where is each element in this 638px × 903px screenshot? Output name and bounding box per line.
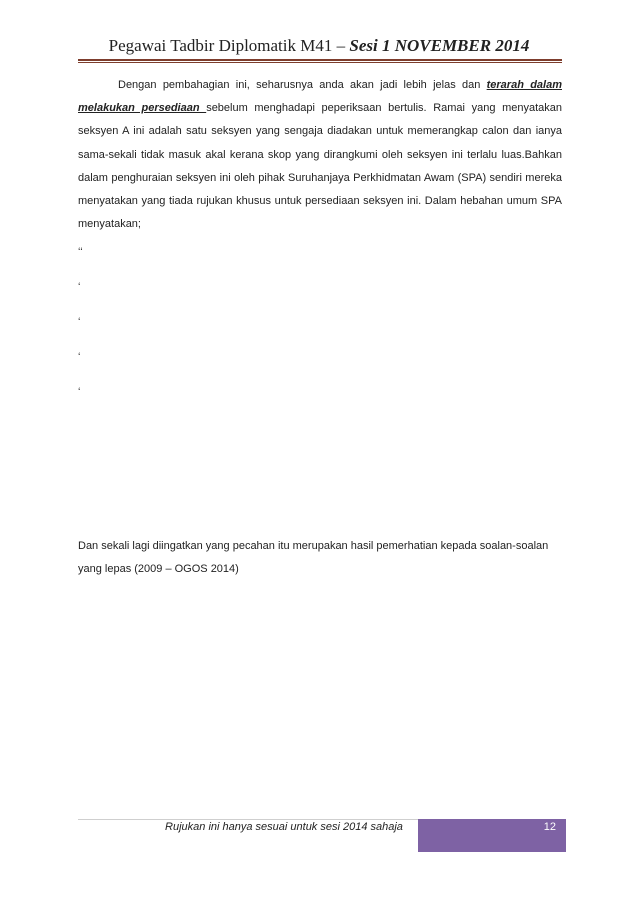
quote-mark: ‘ [78,351,81,363]
paragraph-rest: sebelum menghadapi peperiksaan bertulis. Ramai yang menyatakan seksyen A ini adalah satu seksyen yang sengaja diadakan untuk memerangkap calon dan ianya sama-sekali tidak masuk akal kerana skop yang dirangkumi oleh seksyen ini terlalu luas.Bahkan dalam penghuraian seksyen ini oleh pihak Suruhanjaya Perkhidmatan Awam (SPA) sendiri mereka menyatakan yang tiada rujukan khusus untuk persediaan seksyen ini. Dalam hebahan umum SPA menyatakan; [78,102,563,231]
quote-mark: ‘ [78,316,81,328]
paragraph-intro: Dengan pembahagian ini, seharusnya anda akan jadi lebih jelas dan [118,79,487,91]
closing-paragraph [78,535,562,581]
emphasized-phrase: terarah dalam melakukan persediaan [78,79,562,115]
main-paragraph [78,74,562,236]
page-number-box [418,819,566,852]
closing-text: Dan sekali lagi diingatkan yang pecahan itu merupakan hasil pemerhatian kepada soalan-soalan yang lepas (2009 – OGOS 2014) [78,540,549,576]
quote-mark: ‘‘ [78,246,83,258]
header-rule [78,59,562,61]
header-rule-thin [78,62,562,63]
quote-mark: ‘ [78,281,81,293]
quote-mark: ‘ [78,386,81,398]
header-session: Sesi 1 NOVEMBER 2014 [349,36,530,55]
running-header [78,36,560,56]
footer-note: Rujukan ini hanya sesuai untuk sesi 2014 sahaja [165,821,403,833]
header-title: Pegawai Tadbir Diplomatik M41 – [108,36,350,55]
page-number: 12 [543,821,556,833]
